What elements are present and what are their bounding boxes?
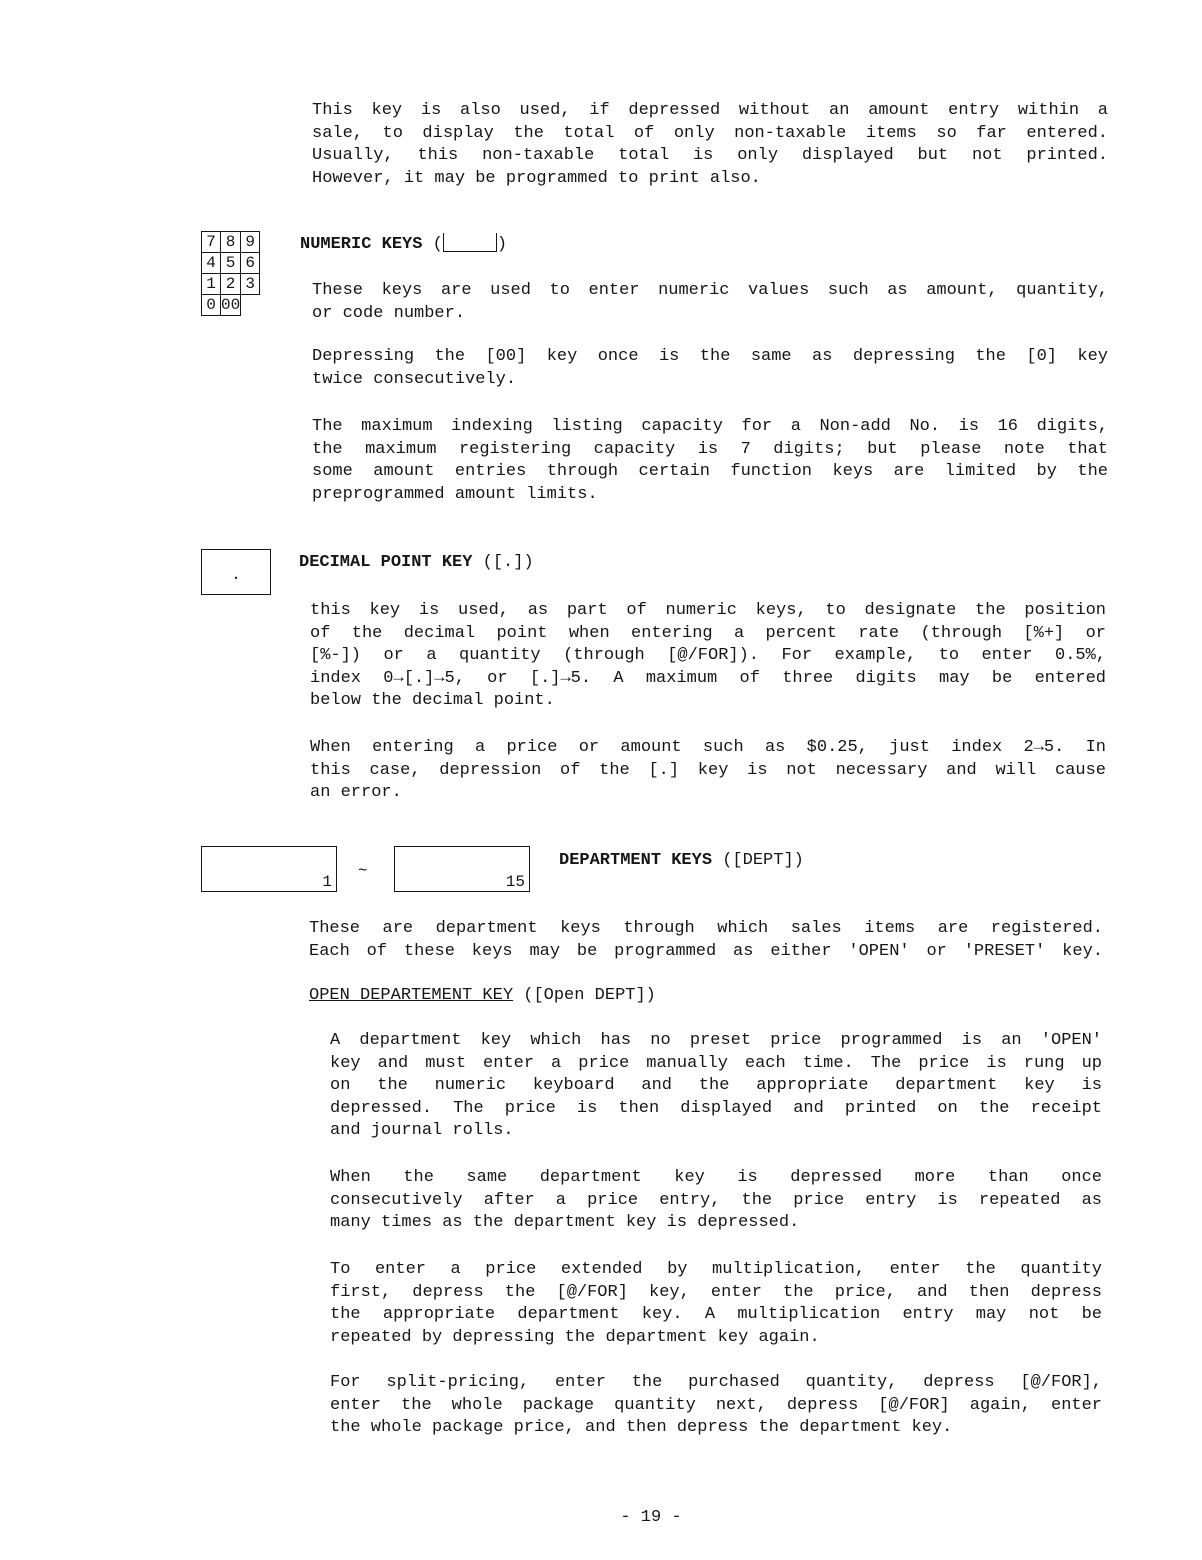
text-line: this case, depression of the [.] key is not necessary and will cause xyxy=(310,760,1106,780)
department-key-last-illustration xyxy=(394,846,530,892)
text-line: enter the whole package quantity next, depress [@/FOR] again, enter xyxy=(330,1395,1102,1415)
text-line: These are department keys through which sales items are registered. xyxy=(309,919,1103,938)
text-line: Depressing the [00] key once is the same as depressing the [0] key xyxy=(312,347,1108,366)
department-key-range-separator: ~ xyxy=(358,862,368,880)
text-line: This key is also used, if depressed without an amount entry within a xyxy=(312,101,1108,120)
department-key-last-label: 15 xyxy=(505,873,525,891)
department-key-first-label: 1 xyxy=(322,873,332,891)
decimal-paragraph-1 xyxy=(310,600,1106,713)
subsection-title: OPEN DEPARTEMENT KEY xyxy=(309,986,514,1005)
keypad-key: 00 xyxy=(221,296,241,314)
keypad-key: 2 xyxy=(221,274,241,295)
department-keys-heading xyxy=(559,850,804,872)
text-line: To enter a price extended by multiplication, enter the quantity xyxy=(330,1260,1102,1279)
decimal-paragraph-2 xyxy=(310,737,1106,805)
department-paragraph-4 xyxy=(330,1259,1102,1349)
text-line: many times as the department key is depressed. xyxy=(330,1213,800,1233)
heading-close-paren: ) xyxy=(496,235,508,254)
department-paragraph-3 xyxy=(330,1167,1102,1235)
text-line: A department key which has no preset price programmed is an 'OPEN' xyxy=(330,1031,1102,1050)
keypad-key: 6 xyxy=(241,253,260,274)
heading-suffix: ([.]) xyxy=(482,553,534,572)
section-title: NUMERIC KEYS xyxy=(300,235,423,254)
department-paragraph-5 xyxy=(330,1372,1102,1440)
section-title: DECIMAL POINT KEY xyxy=(299,553,473,572)
blank-key-symbol xyxy=(443,233,497,252)
text-line: an error. xyxy=(310,783,402,803)
text-line: For split-pricing, enter the purchased quantity, depress [@/FOR], xyxy=(330,1373,1102,1392)
text-line: key and must enter a price manually each time. The price is rung up xyxy=(330,1053,1102,1073)
department-paragraph-1 xyxy=(309,918,1103,963)
text-line: the appropriate department key. A multiplication entry may not be xyxy=(330,1305,1102,1325)
text-line: the whole package price, and then depress the department key. xyxy=(330,1418,953,1438)
text-line: When entering a price or amount such as $0.25, just index 2→5. In xyxy=(310,738,1106,757)
text-line: repeated by depressing the department key again. xyxy=(330,1327,820,1347)
keypad-key: 1 xyxy=(202,274,221,295)
keypad-key: 8 xyxy=(221,232,241,253)
heading-suffix: ([DEPT]) xyxy=(722,851,804,870)
text-line: sale, to display the total of only non-taxable items so far entered. xyxy=(312,123,1108,143)
text-line: first, depress the [@/FOR] key, enter the price, and then depress xyxy=(330,1282,1102,1302)
subheading-suffix: ([Open DEPT]) xyxy=(523,986,656,1005)
text-line: this key is used, as part of numeric keys, to designate the position xyxy=(310,601,1106,620)
numeric-keys-heading xyxy=(300,233,507,256)
text-line: or code number. xyxy=(312,303,466,323)
numeric-keypad-illustration xyxy=(201,231,260,316)
text-line: consecutively after a price entry, the price entry is repeated as xyxy=(330,1190,1102,1210)
text-line: The maximum indexing listing capacity for a Non-add No. is 16 digits, xyxy=(312,417,1108,436)
text-line: [%-]) or a quantity (through [@/FOR]). For example, to enter 0.5%, xyxy=(310,646,1106,666)
text-line: and journal rolls. xyxy=(330,1121,514,1141)
keypad-key: 3 xyxy=(241,274,260,295)
numeric-paragraph-1 xyxy=(312,280,1108,325)
decimal-point-key-heading xyxy=(299,552,534,574)
page-number: - 19 - xyxy=(620,1508,682,1527)
text-line: of the decimal point when entering a percent rate (through [%+] or xyxy=(310,623,1106,643)
keypad-key: 7 xyxy=(202,232,221,253)
text-line: These keys are used to enter numeric values such as amount, quantity, xyxy=(312,281,1108,300)
text-line: below the decimal point. xyxy=(310,691,555,711)
numeric-paragraph-2 xyxy=(312,346,1108,391)
keypad-key: 4 xyxy=(202,253,221,274)
department-paragraph-2 xyxy=(330,1030,1102,1143)
text-line: index 0→[.]→5, or [.]→5. A maximum of three digits may be entered xyxy=(310,668,1106,688)
decimal-key-label: . xyxy=(231,566,241,584)
intro-paragraph xyxy=(312,100,1108,190)
keypad-key: 0 xyxy=(202,295,221,316)
keypad-key: 9 xyxy=(241,232,260,253)
decimal-key-illustration xyxy=(201,549,271,595)
open-department-key-subheading xyxy=(309,985,656,1007)
text-line: some amount entries through certain function keys are limited by the xyxy=(312,462,1108,482)
keypad-gap xyxy=(241,295,260,316)
text-line: Usually, this non-taxable total is only displayed but not printed. xyxy=(312,146,1108,166)
text-line: on the numeric keyboard and the appropriate department key is xyxy=(330,1076,1102,1096)
numeric-paragraph-3 xyxy=(312,416,1108,506)
text-line: twice consecutively. xyxy=(312,369,517,389)
heading-open-paren: ( xyxy=(432,235,443,254)
text-line: depressed. The price is then displayed and printed on the receipt xyxy=(330,1098,1102,1118)
keypad-key: 5 xyxy=(221,253,241,274)
text-line: preprogrammed amount limits. xyxy=(312,484,598,504)
text-line: When the same department key is depressed more than once xyxy=(330,1168,1102,1187)
text-line: the maximum registering capacity is 7 digits; but please note that xyxy=(312,439,1108,459)
section-title: DEPARTMENT KEYS xyxy=(559,851,713,870)
text-line: Each of these keys may be programmed as either 'OPEN' or 'PRESET' key. xyxy=(309,941,1103,961)
department-key-first-illustration xyxy=(201,846,337,892)
text-line: However, it may be programmed to print also. xyxy=(312,168,761,188)
